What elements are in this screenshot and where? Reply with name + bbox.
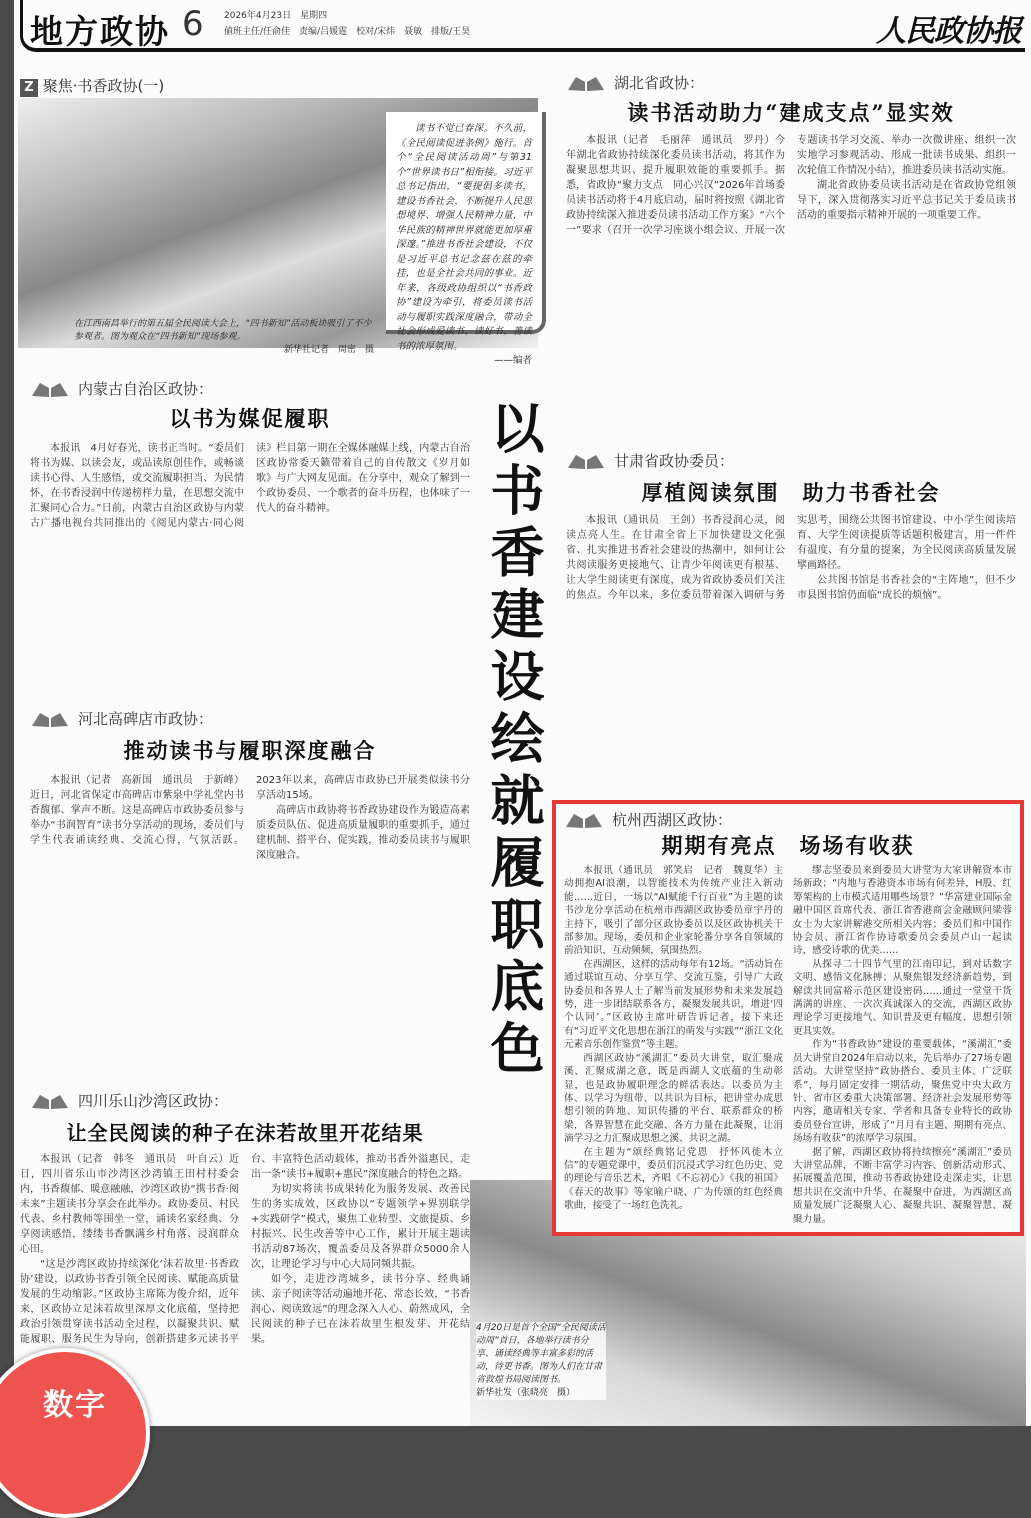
article-hubei [566, 72, 1016, 433]
feature-vertical-title: 以书香建设绘就履职底色 [482, 400, 546, 1082]
article-gansu [566, 450, 1016, 783]
article-org-label [30, 378, 470, 399]
org-name: 河北高碑店市政协： [78, 710, 214, 728]
photo-caption [476, 1322, 606, 1400]
article-body [566, 513, 1016, 783]
photo-caption-text: 在江西南昌举行的第五届全民阅读大会上，“四书新知”活动板块吸引了不少参观者。图为观众在“四书新知”现场参观。 [74, 319, 372, 342]
section-title: 地方政协 [30, 12, 170, 51]
org-name: 内蒙古自治区政协： [78, 380, 214, 398]
open-book-icon [30, 1092, 70, 1110]
article-headline: 推动读书与履职深度融合 [123, 738, 377, 763]
paragraph: 在西湖区，这样的活动每年有12场。“活动旨在通过联谊互动、分享互学、交流互鉴，引导广大政协委员和各界人士了解当前发展形势和未来发展趋势，进一步团结联系各方，凝聚发展共识，增进‘四个认同’。”区政协主席叶研告诉记者，接下来还有“习近平文化思想在浙江的萌发与实践”“浙江文化元素音乐创作鉴赏”等主题。 [564, 958, 783, 1051]
article-hangzhou-highlight [552, 800, 1024, 1236]
photo-credit: 新华社记者 周密 摄 [283, 345, 374, 355]
article-body [566, 133, 1016, 433]
article-org-label [566, 72, 1016, 93]
column-badge: Z [20, 79, 38, 97]
article-body [30, 773, 470, 1073]
article-org-label [30, 1090, 470, 1111]
header-rule [20, 0, 1025, 52]
article-org-label [566, 450, 1016, 471]
paragraph: 本报讯（记者 毛丽萍 通讯员 罗丹）今年湖北省政协持续深化委员读书活动，将其作为凝聚思想共识、提升履职效能的重要抓手。据悉，省政协“聚力支点 同心兴汉”2026年首场委员读书活动将于4月底启动，届时将按照《湖北省政协持续深入推进委员读书活动工作方案》“六个一”要求（召开一次学习座谈小组会议、开展一次专题读书学习交流、举办一次微讲座、组织一次实地学习参观活动、形成一批读书成果、组织一次轮值工作情况小结），推进委员读书活动实施。 [566, 135, 1016, 236]
paragraph: 据了解，西湖区政协将持续擦亮“溪湖汇”委员大讲堂品牌，不断丰富学习内容、创新活动形式、拓展覆盖范围，推动书香政协建设走深走实，让思想共识在交流中升华、在凝聚中奋进，为西湖区高质量发展广泛凝聚人心、凝聚共识、凝聚智慧、凝聚力量。 [793, 1146, 1012, 1225]
paragraph: 作为“书香政协”建设的重要载体，“溪湖汇”委员大讲堂自2024年启动以来，先后举办了27场专题活动。大讲堂坚持“政协搭台、委员主体、广泛联系”，每月固定安排一期活动，聚焦党中央大政方针、省市区委重大决策部署、经济社会发展形势等内容，邀请相关专家、学者和具备专业特长的政协委员登台宣讲，形成了“月月有主题、期期有亮点、场场有收获”的浓厚学习氛围。 [793, 1039, 1012, 1145]
article-headline: 期期有亮点 场场有收获 [661, 833, 915, 858]
article-inner-mongolia [30, 378, 470, 691]
issue-date: 2026年4月23日 星期四 [224, 11, 328, 21]
column-heading [20, 75, 164, 97]
article-org-label [30, 708, 470, 729]
photo-caption [74, 318, 374, 357]
article-headline: 读书活动助力“建成支点”显实效 [627, 100, 955, 125]
staff-credits: 値班主任/任俞佳 责编/吕媛霆 校对/宋炜 聂敏 排版/王昊 [224, 27, 471, 37]
org-name: 杭州西湖区政协： [612, 811, 733, 829]
photo-credit: 新华社发（张晓亮 摄） [476, 1388, 576, 1398]
article-body [564, 864, 1012, 1226]
open-book-icon [564, 811, 604, 829]
article-headline: 以书为媒促履职 [169, 406, 331, 431]
paragraph: 公共图书馆是书香社会的“主阵地”，但不少市县图书馆仍面临“成长的烦恼”。 [797, 575, 1016, 601]
paragraph: “这是沙湾区政协持续深化‘沫若故里·书香政协’建设，以政协书香引领全民阅读、赋能高质量发展的生动缩影。”区政协主席陈为俊介绍，近年来，区政协立足沫若故里深厚文化底蕴，坚持把政治引领贯穿读书活动全过程，以凝聚共识、赋能履职、服务民生为导向，创新搭建多元读书平台、丰富特色活动载体，推动书香外溢惠民，走出一条“读书+履职+惠民”深度融合的特色之路。 [20, 1154, 470, 1345]
page-number: 6 [182, 4, 204, 44]
paragraph: 本报讯（记者 韩冬 通讯员 叶自云）近日，四川省乐山市沙湾区沙湾镇王田村村委会内，书香馥郁、暖意融融，沙湾区政协“携书香·阅未来”主题读书分享会在此举办。政协委员、村民代表、乡村教师等围坐一堂，诵读名家经典、分享阅读感悟，缕缕书香飘满乡村角落、浸润群众心田。 [20, 1154, 239, 1255]
newspaper-page [14, 0, 1031, 1426]
article-org-label [564, 809, 1012, 830]
open-book-icon [30, 710, 70, 728]
paragraph: 高碑店市政协将书香政协建设作为锻造高素质委员队伍、促进高质量履职的重要抓手，通过建机制、搭平台、促实践，推动委员读书与履职深度融合。 [256, 805, 470, 861]
editorial-note [386, 112, 546, 366]
article-body [30, 441, 470, 691]
open-book-icon [30, 380, 70, 398]
paragraph: 本报讯（记者 高新国 通讯员 于新峰）近日，河北省保定市高碑店市紫泉中学礼堂内书香馥郁、掌声不断。这是高碑店市政协委员参与举办“书润智育”读书分享活动的现场，委员们与学生代表诵读经典、交流心得，气氛活跃。2023年以来，高碑店市政协已开展类似读书分享活动15场。 [30, 775, 470, 846]
photo-caption-text: 4月20日是首个全国“全民阅读活动周”首日，各地举行读书分享、诵读经典等丰富多彩的活动，待更书香。图为人们在甘肃省敦煌书局阅读图书。 [476, 1323, 606, 1385]
editorial-text: 读书不觉已春深。不久前，《全民阅读促进条例》施行。首个“全民阅读活动周”与第31个“世界读书日”相衔接。习近平总书记指出，“要提倡多读书，建设书香社会，不断提升人民思想境界、增强人民精神力量，中华民族的精神世界就能更加厚重深邃。”推进书香社会建设，不仅是习近平总书记念兹在兹的牵挂，也是全社会共同的事业。近年来，各级政协组织以“书香政协”建设为牵引，将委员读书活动与履职实践深度融合，带动全社会形成爱读书、读好书、善读书的浓厚氛围。 [396, 123, 532, 352]
paragraph: 缪志坚委员来到委员大讲堂为大家讲解资本市场新政；“内地与香港资本市场有何差异，H股、红筹架构的上市模式适用哪些场景？”华富建业国际金融中国区首席代表、浙江省香港商会金融顾问梁蓉女士为大家讲解港交所相关内容；委员们和中国作协会员、浙江省作协诗歌委员会委员卢山一起读诗，感受诗歌的优美…… [793, 865, 1012, 957]
paragraph: 如今，走进沙湾城乡，读书分享、经典诵读、亲子阅读等活动遍地开花、常态长效，“书香润心、阅读致远”的理念深入人心、蔚然成风，全民阅读的种子已在沫若故里生根发芽、开花结果。 [251, 1274, 470, 1345]
newspaper-logo: 人民政协报 [876, 14, 1021, 49]
badge-text: 数字 [43, 1388, 107, 1423]
paragraph: 本报讯（通讯员 郭笑启 记者 魏夏华）主动拥抱AI浪潮，以智能技术为传统产业注入新动能……近日，一场以“AI赋能千行百业”为主题的读书沙龙分享活动在杭州市西湖区政协委员章宇丹的主持下，吸引了部分区政协委员以及区政协机关干部参加。现场，委员和企业家轮番分享各自领域的前沿知识，互动频频，氛围热烈。 [564, 865, 783, 957]
column-title: 聚焦·书香政协(一) [42, 77, 165, 95]
editorial-sign: ——编者 [493, 355, 532, 366]
paragraph: 本报讯（通讯员 王剑）书香浸润心灵，阅读点亮人生。在甘肃全省上下加快建设文化强省、扎实推进书香社会建设的热潮中，如何让公共阅读服务更接地气、让青少年阅读更有根基、让大学生阅读更有深度，成为省政协委员们关注的焦点。今年以来，多位委员带着深入调研与务实思考，围绕公共图书馆建设、中小学生阅读培育、大学生阅读提质等话题积极建言，用一件件有温度、有分量的提案，为全民阅读高质量发展擘画路径。 [566, 515, 1016, 601]
org-name: 湖北省政协： [614, 74, 705, 92]
paragraph: 从探寻二十四节气里的江南印记，到对话数字文明、感悟文化脉搏；从聚焦银发经济新趋势，到解读共同富裕示范区建设密码……通过一堂堂干货满满的讲座、一次次真诚深入的交流，西湖区政协理论学习更接地气、知识普及更有幅度、思想引领更具实效。 [793, 958, 1012, 1037]
article-headline: 厚植阅读氛围 助力书香社会 [641, 480, 941, 505]
paragraph: 为切实将读书成果转化为服务发展、改善民生的务实成效，区政协以“专题领学+界别联学+实践研学”模式，聚焦工业转型、文旅提质、乡村振兴、民生改善等中心工作，累计开展主题读书活动87场次，覆盖委员及各界群众5000余人次，让理论学习与中心大局同频共振。 [251, 1184, 470, 1270]
article-hebei [30, 708, 470, 1073]
paragraph: 在主题为“颂经典铭记党恩 抒怀风徙木立信”的专题党课中，委员们沉浸式学习红色历史、党的理论与音乐艺术，齐唱《不忘初心》《我的祖国》《春天的故事》等家喻户晓、广为传颂的红色经典歌曲，接受了一场红色洗礼。 [564, 1146, 783, 1212]
org-name: 甘肃省政协委员： [614, 452, 735, 470]
open-book-icon [566, 74, 606, 92]
issue-meta [224, 8, 470, 40]
paragraph: 湖北省政协委员读书活动是在省政协党组领导下，深入贯彻落实习近平总书记关于委员读书活动的重要指示精神开展的一项重要工作。 [797, 180, 1016, 221]
paragraph: 西湖区政协“溪湖汇”委员大讲堂，取汇聚成溪、汇聚成湖之意，既是西湖人文底蕴的生动彰显，也是政协履职理念的鲜活表达。以委员为主体、以学习为纽带、以共识为目标，把讲堂办成思想引领的阵地、知识传播的平台、联系群众的桥梁，各界智慧在此交融、各方力量在此凝聚，让涓滴学习之力汇聚成思想之溪、共识之湖。 [564, 1052, 783, 1145]
open-book-icon [566, 452, 606, 470]
article-headline: 让全民阅读的种子在沫若故里开花结果 [66, 1121, 424, 1145]
paragraph: 本报讯 4月好春光，读书正当时。“委员们将书为媒、以读会友，或品读原创佳作，或畅谈读书心得、人生感悟，或交流履职担当、为民情怀，在书香浸润中传递榜样力量，在思想交流中汇聚同心合力。”日前，内蒙古自治区政协与内蒙古广播电视台共同推出的《阅见内蒙古·同心阅读》栏目第一期在全媒体融媒上线，内蒙古自治区政协常委天籁带着自己的自传散文《岁月如歌》与广大网友见面。在分享中，观众了解到一个政协委员、一个歌者的奋斗历程，也体味了一代人的奋斗精神。 [30, 443, 470, 529]
org-name: 四川乐山沙湾区政协： [78, 1092, 229, 1110]
